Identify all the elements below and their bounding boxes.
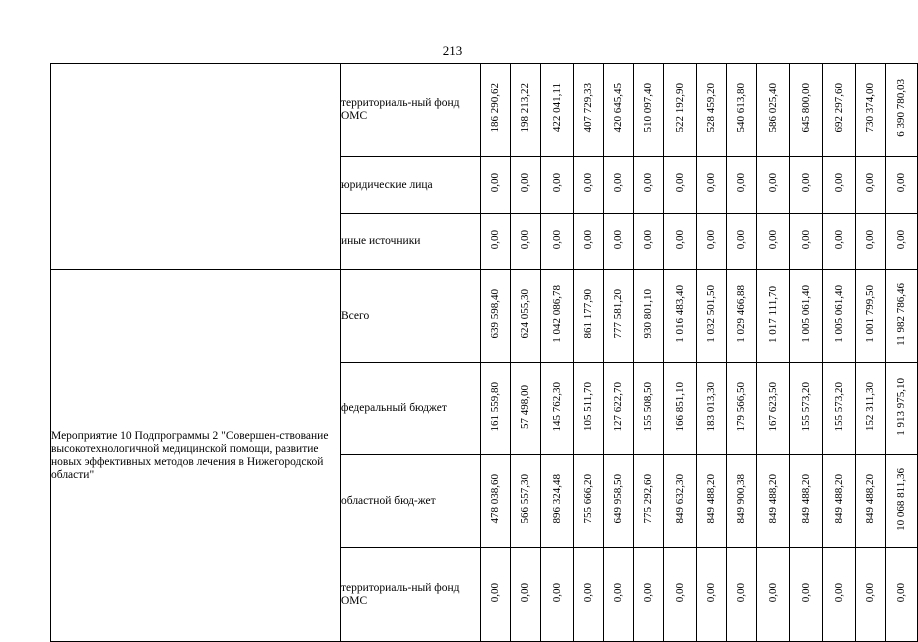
amount-cell: [574, 157, 604, 214]
amount-cell: [757, 64, 790, 157]
amount-cell: [541, 363, 574, 455]
funding-source-cell: областной бюд-жет: [341, 455, 481, 548]
amount-cell: [604, 455, 634, 548]
amount-value: 649 958,50: [612, 474, 624, 524]
amount-value: 1 017 111,70: [766, 285, 779, 343]
amount-value: 179 566,50: [735, 381, 747, 432]
amount-cell: [727, 548, 757, 642]
amount-cell: [757, 363, 790, 455]
amount-value: 0,00: [642, 582, 654, 603]
table-row: [51, 270, 918, 363]
amount-value: 0,00: [799, 229, 812, 250]
amount-cell: [757, 214, 790, 270]
amount-value: 186 290,62: [489, 83, 501, 133]
amount-value: 1 016 483,40: [673, 285, 686, 343]
funding-source-cell: юридические лица: [341, 157, 481, 214]
amount-cell: [727, 455, 757, 548]
amount-cell: [481, 270, 511, 363]
amount-cell: [604, 157, 634, 214]
amount-cell: [574, 363, 604, 455]
amount-value: 155 573,20: [832, 381, 845, 432]
amount-value: 1 913 975,10: [895, 377, 907, 436]
amount-cell: [511, 548, 541, 642]
amount-value: 755 666,20: [582, 474, 594, 524]
amount-value: 198 213,22: [519, 83, 531, 133]
amount-cell: [664, 270, 697, 363]
amount-cell: [634, 455, 664, 548]
amount-cell: [541, 270, 574, 363]
amount-cell: [604, 214, 634, 270]
amount-cell: [823, 548, 856, 642]
amount-value: 0,00: [895, 582, 907, 603]
amount-cell: [856, 548, 886, 642]
amount-value: 183 013,30: [705, 381, 717, 432]
amount-value: 930 801,10: [642, 289, 654, 339]
amount-cell: [886, 270, 918, 363]
amount-value: 849 488,20: [766, 474, 779, 524]
amount-cell: [757, 157, 790, 214]
amount-value: 0,00: [735, 582, 747, 603]
amount-value: 0,00: [895, 229, 907, 250]
amount-cell: [823, 64, 856, 157]
amount-value: 155 508,50: [642, 381, 654, 432]
amount-value: 10 068 811,36: [895, 467, 907, 531]
amount-value: 0,00: [832, 582, 845, 603]
amount-value: 127 622,70: [612, 381, 624, 432]
amount-value: 522 192,90: [673, 83, 686, 133]
amount-value: 861 177,90: [582, 289, 594, 339]
amount-value: 540 613,80: [735, 83, 747, 133]
amount-value: 11 982 786,46: [895, 282, 907, 346]
amount-value: 0,00: [673, 173, 686, 193]
amount-value: 161 559,80: [489, 381, 501, 432]
amount-value: 1 042 086,78: [550, 285, 563, 343]
amount-value: 849 488,20: [705, 474, 717, 524]
amount-cell: [511, 157, 541, 214]
amount-value: 1 032 501,50: [705, 285, 717, 343]
amount-value: 624 055,30: [519, 289, 531, 339]
amount-cell: [727, 214, 757, 270]
amount-cell: [481, 157, 511, 214]
amount-cell: [697, 455, 727, 548]
page-number: 213: [442, 43, 463, 58]
amount-cell: [856, 214, 886, 270]
amount-value: 0,00: [673, 582, 686, 603]
amount-value: 896 324,48: [550, 474, 563, 524]
amount-cell: [541, 548, 574, 642]
amount-cell: [604, 270, 634, 363]
event-name-cell: Мероприятие 10 Подпрограммы 2 "Совершен-ствование высокотехнологичной медицинской помощи, развитие новых эффективных методов лечения в Нижегородской области": [51, 270, 341, 642]
amount-value: 0,00: [582, 173, 594, 193]
amount-cell: [511, 214, 541, 270]
amount-value: 0,00: [612, 173, 624, 193]
amount-cell: [481, 548, 511, 642]
amount-cell: [697, 157, 727, 214]
amount-cell: [574, 270, 604, 363]
amount-value: 777 581,20: [612, 289, 624, 339]
amount-cell: [511, 363, 541, 455]
amount-value: 0,00: [489, 173, 501, 193]
amount-cell: [541, 455, 574, 548]
amount-cell: [757, 455, 790, 548]
amount-value: 0,00: [799, 582, 812, 603]
amount-value: 105 511,70: [582, 381, 594, 432]
amount-cell: [886, 363, 918, 455]
amount-cell: [823, 270, 856, 363]
amount-cell: [664, 548, 697, 642]
amount-cell: [856, 64, 886, 157]
amount-value: 0,00: [612, 229, 624, 250]
amount-value: 0,00: [642, 229, 654, 250]
amount-cell: [481, 455, 511, 548]
amount-cell: [823, 214, 856, 270]
amount-value: 155 573,20: [799, 381, 812, 432]
amount-cell: [481, 64, 511, 157]
financing-table: [50, 63, 918, 642]
funding-source-cell: федеральный бюджет: [341, 363, 481, 455]
amount-value: 1 029 466,88: [735, 285, 747, 343]
amount-value: 420 645,45: [612, 83, 624, 133]
amount-cell: [790, 64, 823, 157]
amount-value: 566 557,30: [519, 474, 531, 524]
amount-value: 0,00: [489, 582, 501, 603]
amount-value: 849 632,30: [673, 474, 686, 524]
amount-cell: [697, 363, 727, 455]
amount-cell: [634, 64, 664, 157]
amount-cell: [886, 455, 918, 548]
amount-value: 0,00: [550, 229, 563, 250]
amount-cell: [856, 363, 886, 455]
amount-value: 1 005 061,40: [799, 285, 812, 343]
amount-value: 639 598,40: [489, 289, 501, 339]
amount-value: 0,00: [864, 173, 876, 193]
amount-cell: [604, 363, 634, 455]
amount-value: 0,00: [735, 173, 747, 193]
amount-value: 57 498,00: [519, 384, 531, 429]
amount-value: 407 729,33: [582, 83, 594, 133]
amount-value: 645 800,00: [799, 83, 812, 133]
amount-cell: [574, 455, 604, 548]
amount-value: 1 005 061,40: [832, 285, 845, 343]
amount-cell: [727, 64, 757, 157]
amount-value: 0,00: [766, 173, 779, 193]
amount-cell: [604, 64, 634, 157]
amount-cell: [790, 363, 823, 455]
amount-value: 730 374,00: [864, 83, 876, 133]
amount-value: 0,00: [550, 582, 563, 603]
amount-value: 0,00: [832, 229, 845, 250]
amount-cell: [481, 214, 511, 270]
amount-value: 145 762,30: [550, 381, 563, 432]
amount-cell: [541, 214, 574, 270]
amount-value: 849 488,20: [864, 474, 876, 524]
amount-cell: [634, 214, 664, 270]
amount-value: 167 623,50: [766, 381, 779, 432]
amount-cell: [634, 363, 664, 455]
amount-cell: [727, 270, 757, 363]
funding-source-cell: иные источники: [341, 214, 481, 270]
amount-cell: [727, 363, 757, 455]
amount-cell: [481, 363, 511, 455]
amount-value: 0,00: [766, 229, 779, 250]
event-name-cell: [51, 64, 341, 270]
amount-value: 0,00: [519, 173, 531, 193]
amount-value: 0,00: [766, 582, 779, 603]
amount-cell: [541, 64, 574, 157]
amount-cell: [634, 157, 664, 214]
amount-cell: [790, 455, 823, 548]
amount-cell: [664, 64, 697, 157]
table-row: [51, 64, 918, 157]
amount-cell: [886, 548, 918, 642]
amount-value: 528 459,20: [705, 83, 717, 133]
amount-value: 0,00: [864, 229, 876, 250]
amount-value: 0,00: [705, 173, 717, 193]
amount-cell: [823, 455, 856, 548]
amount-cell: [823, 363, 856, 455]
amount-value: 152 311,30: [864, 381, 876, 432]
amount-value: 478 038,60: [489, 474, 501, 524]
amount-cell: [511, 64, 541, 157]
amount-cell: [511, 455, 541, 548]
amount-cell: [856, 270, 886, 363]
amount-value: 0,00: [799, 173, 812, 193]
amount-cell: [634, 548, 664, 642]
amount-cell: [664, 157, 697, 214]
amount-cell: [511, 270, 541, 363]
amount-value: 849 488,20: [832, 474, 845, 524]
amount-cell: [886, 214, 918, 270]
amount-value: 0,00: [582, 229, 594, 250]
amount-cell: [856, 455, 886, 548]
amount-value: 0,00: [489, 229, 501, 250]
amount-cell: [697, 548, 727, 642]
amount-cell: [541, 157, 574, 214]
amount-value: 0,00: [832, 173, 845, 193]
amount-cell: [757, 270, 790, 363]
amount-value: 0,00: [519, 582, 531, 603]
amount-cell: [574, 214, 604, 270]
amount-value: 692 297,60: [832, 83, 845, 133]
amount-cell: [790, 214, 823, 270]
amount-cell: [574, 548, 604, 642]
amount-value: 0,00: [550, 173, 563, 193]
amount-value: 0,00: [895, 173, 907, 193]
amount-value: 849 900,38: [735, 474, 747, 524]
amount-value: 0,00: [735, 229, 747, 250]
amount-cell: [727, 157, 757, 214]
amount-value: 0,00: [519, 229, 531, 250]
amount-value: 849 488,20: [799, 474, 812, 524]
amount-value: 0,00: [705, 229, 717, 250]
amount-cell: [697, 214, 727, 270]
amount-cell: [697, 270, 727, 363]
amount-value: 586 025,40: [766, 83, 779, 133]
amount-cell: [790, 270, 823, 363]
amount-cell: [757, 548, 790, 642]
amount-cell: [664, 214, 697, 270]
amount-value: 1 001 799,50: [864, 285, 876, 343]
amount-cell: [790, 548, 823, 642]
amount-cell: [634, 270, 664, 363]
amount-cell: [574, 64, 604, 157]
amount-cell: [604, 548, 634, 642]
amount-cell: [886, 157, 918, 214]
funding-source-cell: Всего: [341, 270, 481, 363]
amount-value: 422 041,11: [550, 83, 563, 133]
amount-value: 6 390 780,03: [895, 79, 907, 137]
funding-source-cell: территориаль-ный фонд ОМС: [341, 548, 481, 642]
amount-value: 0,00: [864, 582, 876, 603]
amount-cell: [664, 455, 697, 548]
amount-value: 0,00: [673, 229, 686, 250]
funding-source-cell: территориаль-ный фонд ОМС: [341, 64, 481, 157]
amount-cell: [856, 157, 886, 214]
amount-cell: [886, 64, 918, 157]
amount-cell: [823, 157, 856, 214]
amount-value: 0,00: [582, 582, 594, 603]
amount-value: 510 097,40: [642, 83, 654, 133]
amount-value: 775 292,60: [642, 474, 654, 524]
amount-cell: [664, 363, 697, 455]
amount-cell: [697, 64, 727, 157]
amount-value: 0,00: [705, 582, 717, 603]
amount-value: 0,00: [642, 173, 654, 193]
amount-cell: [790, 157, 823, 214]
amount-value: 0,00: [612, 582, 624, 603]
amount-value: 166 851,10: [673, 381, 686, 432]
